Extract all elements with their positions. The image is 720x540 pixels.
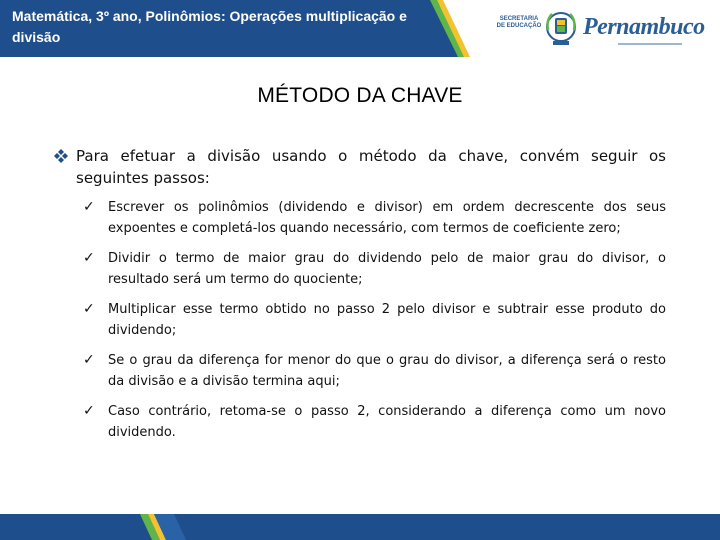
footer-stripes-decoration <box>140 514 200 540</box>
checkmark-icon: ✓ <box>83 352 95 368</box>
state-name: Pernambuco <box>583 14 705 40</box>
checkmark-icon: ✓ <box>83 199 95 215</box>
step-text: Se o grau da diferença for menor do que o grau do divisor, a diferença será o resto da divisão e a divisão termina aqui; <box>108 353 666 389</box>
brasao-icon <box>544 8 578 48</box>
checkmark-icon: ✓ <box>83 250 95 266</box>
step-text: Dividir o termo de maior grau do dividendo pelo de maior grau do divisor, o resultado será um termo do quociente; <box>108 251 666 287</box>
header-banner <box>0 0 720 57</box>
checkmark-icon: ✓ <box>83 301 95 317</box>
slide-content <box>50 145 666 452</box>
list-item <box>83 350 666 392</box>
step-text: Caso contrário, retoma-se o passo 2, considerando a diferença como um novo dividendo. <box>108 404 666 440</box>
footer-bar <box>0 514 720 540</box>
step-text: Escrever os polinômios (dividendo e divisor) em ordem decrescente dos seus expoentes e completá-los quando necessário, com termos de coeficiente zero; <box>108 200 666 236</box>
diamond-bullet-icon <box>50 148 76 164</box>
intro-bullet-row <box>50 145 666 189</box>
header-stripes-decoration <box>410 0 470 57</box>
list-item <box>83 197 666 239</box>
list-item <box>83 401 666 443</box>
steps-list <box>83 197 666 443</box>
list-item <box>83 299 666 341</box>
pernambuco-logo <box>490 6 715 52</box>
checkmark-icon: ✓ <box>83 403 95 419</box>
intro-text: Para efetuar a divisão usando o método da chave, convém seguir os seguintes passos: <box>76 147 666 187</box>
step-text: Multiplicar esse termo obtido no passo 2 pelo divisor e subtrair esse produto do dividendo; <box>108 302 666 338</box>
slide-title: MÉTODO DA CHAVE <box>257 84 463 107</box>
state-tagline <box>618 43 682 45</box>
header-title: Matemática, 3º ano, Polinômios: Operações multiplicação e divisão <box>12 8 407 45</box>
secretaria-label: SECRETARIA DE EDUCAÇÃO <box>496 16 542 29</box>
list-item <box>83 248 666 290</box>
